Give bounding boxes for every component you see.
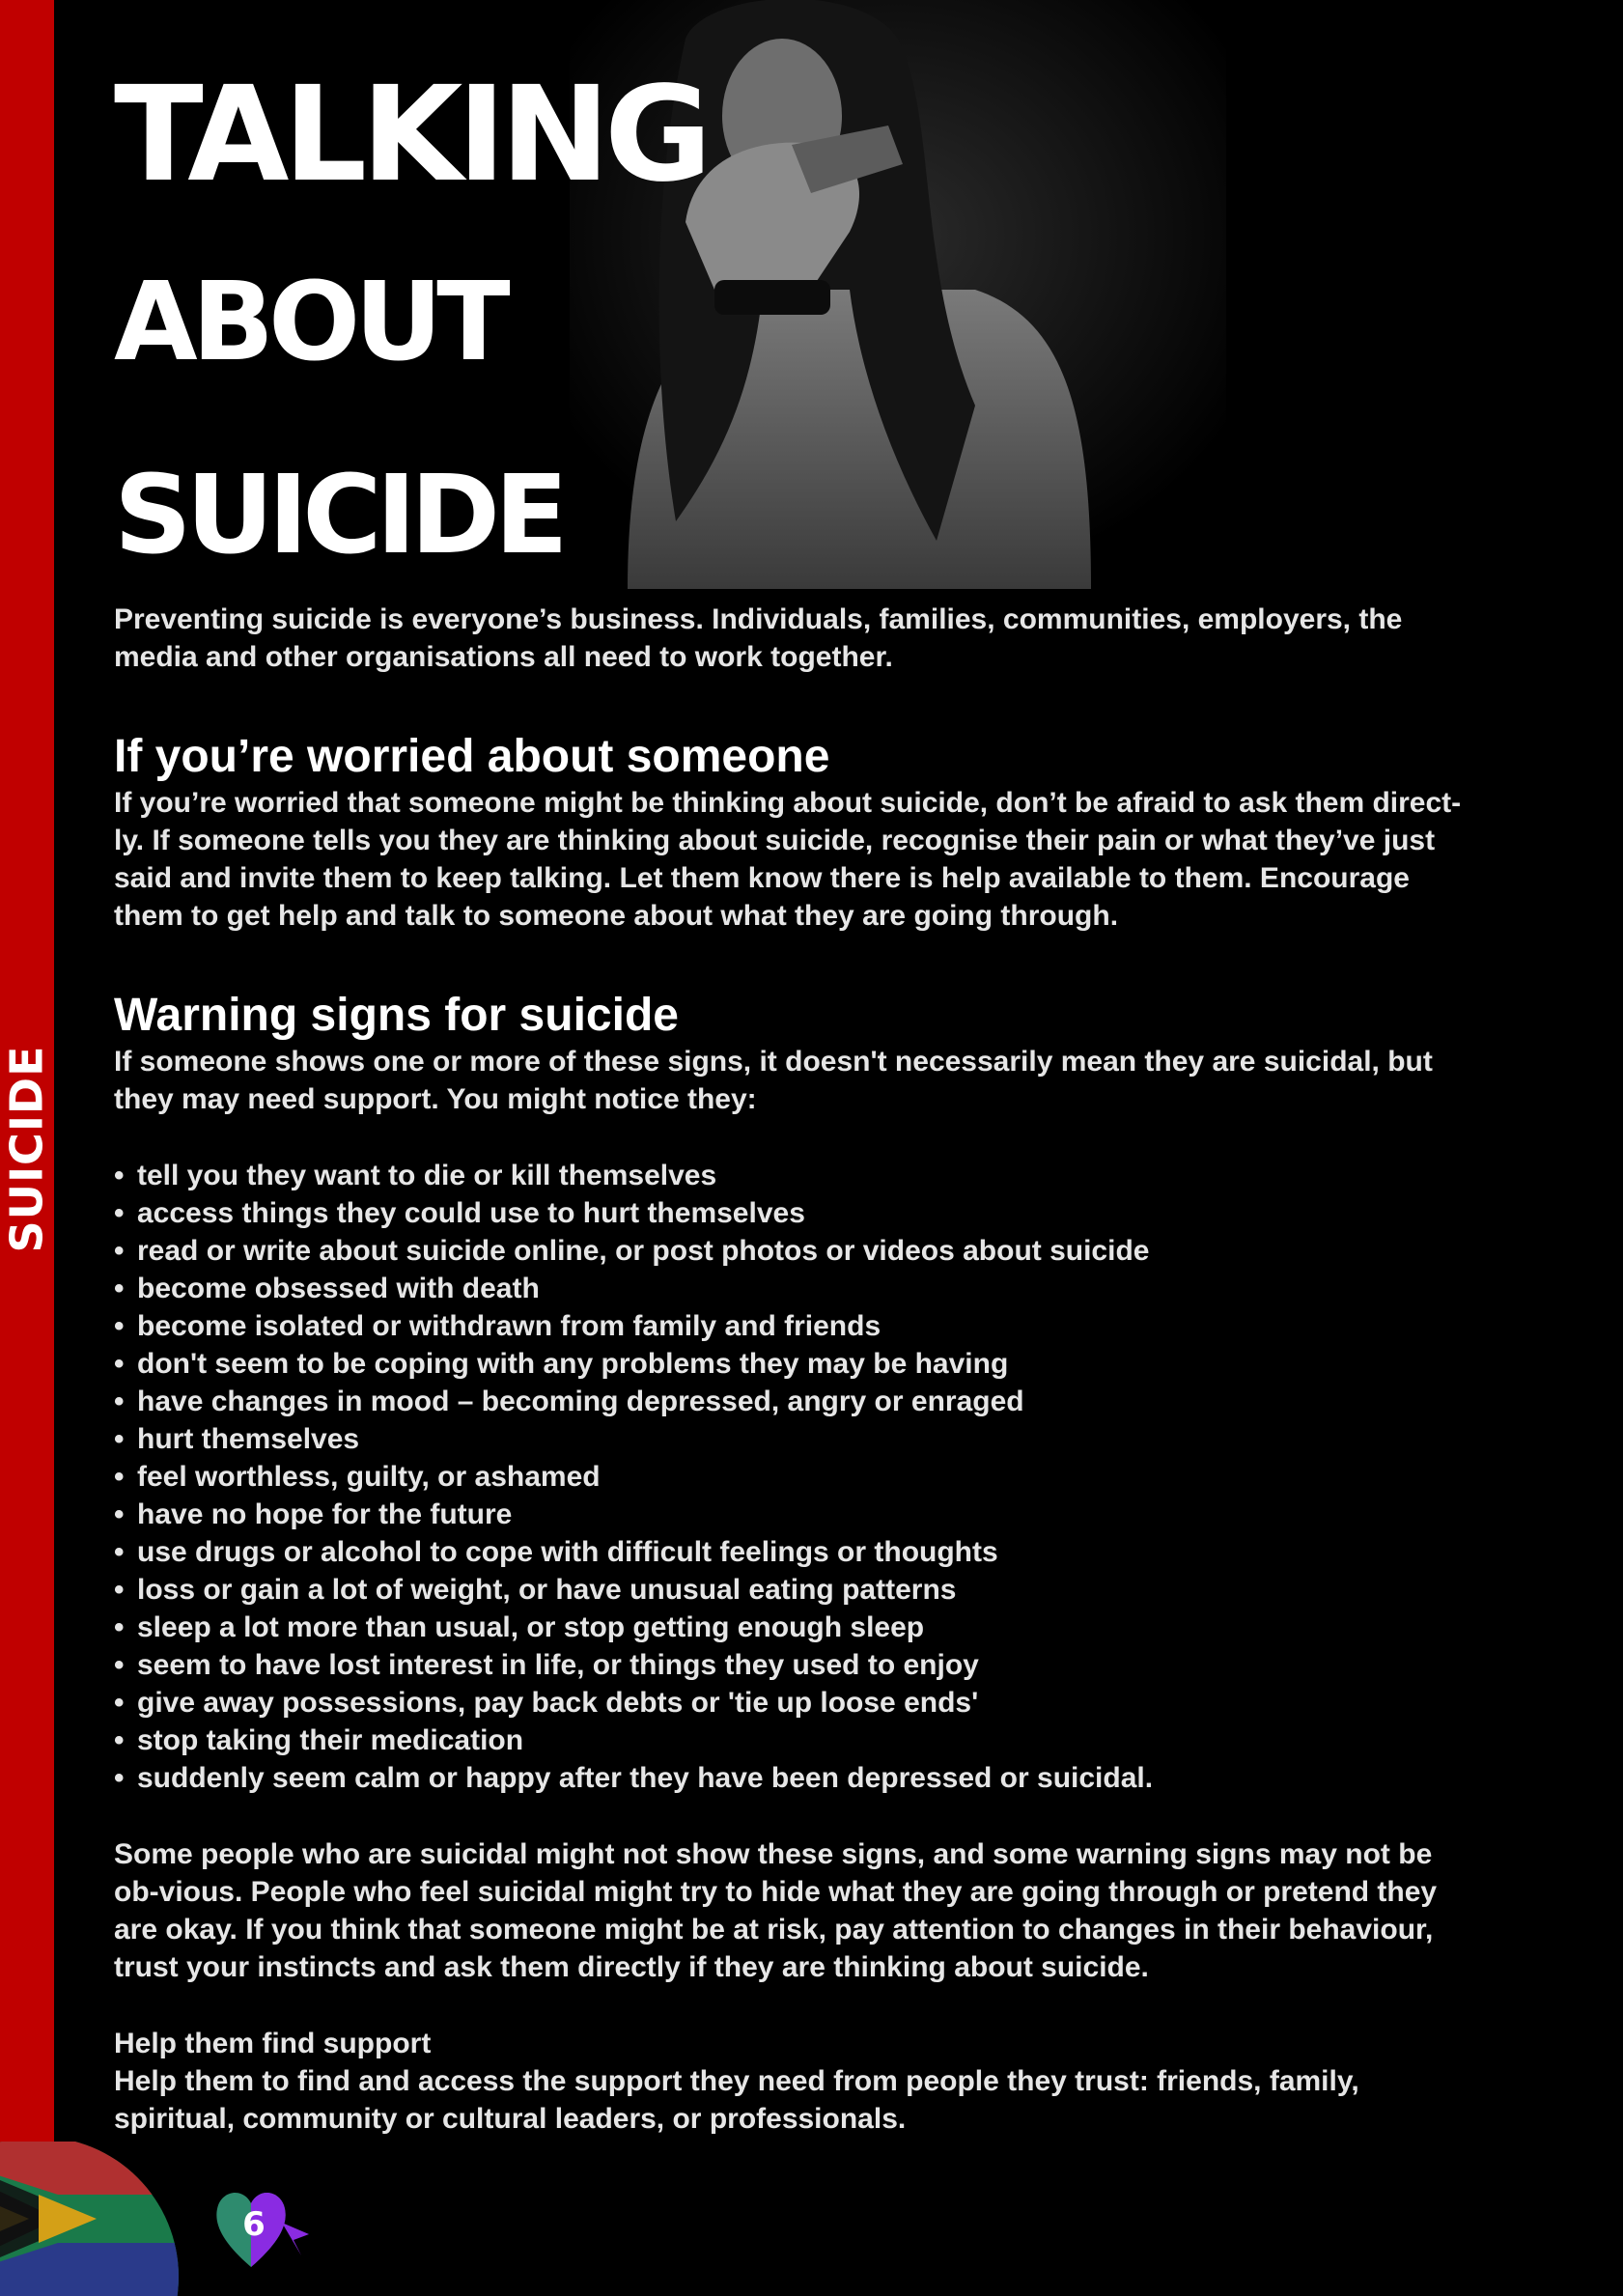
- title-line-2: ABOUT: [114, 260, 505, 385]
- list-item: • have changes in mood – becoming depressed, angry or enraged: [114, 1383, 1485, 1420]
- list-item: • feel worthless, guilty, or ashamed: [114, 1458, 1485, 1496]
- warning-intro: If someone shows one or more of these signs, it doesn't necessarily mean they are suicidal, but they may need support. You might notice they:: [114, 1046, 1433, 1115]
- list-item: • seem to have lost interest in life, or things they used to enjoy: [114, 1646, 1485, 1684]
- title-line-3: SUICIDE: [114, 453, 563, 578]
- list-item: • access things they could use to hurt themselves: [114, 1194, 1485, 1232]
- list-item: • become isolated or withdrawn from family and friends: [114, 1307, 1485, 1345]
- flag-decoration: [0, 2142, 183, 2296]
- list-item: • become obsessed with death: [114, 1270, 1485, 1307]
- list-item: • suddenly seem calm or happy after they have been depressed or suicidal.: [114, 1759, 1485, 1797]
- list-item: • give away possessions, pay back debts or 'tie up loose ends': [114, 1684, 1485, 1722]
- list-item: • sleep a lot more than usual, or stop getting enough sleep: [114, 1609, 1485, 1646]
- intro-paragraph: Preventing suicide is everyone’s business. Individuals, families, communities, employers, the media and other organisations all need to work together.: [114, 603, 1403, 673]
- list-item: • use drugs or alcohol to cope with difficult feelings or thoughts: [114, 1533, 1485, 1571]
- list-item: • read or write about suicide online, or post photos or videos about suicide: [114, 1232, 1485, 1270]
- list-item: • don't seem to be coping with any problems they may be having: [114, 1345, 1485, 1383]
- warning-signs-list: [114, 1157, 1485, 1797]
- main-content: [114, 601, 1485, 2138]
- list-item: • loss or gain a lot of weight, or have unusual eating patterns: [114, 1571, 1485, 1609]
- list-item: • hurt themselves: [114, 1420, 1485, 1458]
- side-section-label-text: SUICIDE: [1, 1045, 54, 1253]
- side-section-label: [0, 1045, 54, 1253]
- support-paragraph: Help them to find and access the support they need from people they trust: friends, family, spiritual, community or cultural leaders, or professionals.: [114, 2065, 1359, 2135]
- list-item: • tell you they want to die or kill themselves: [114, 1157, 1485, 1194]
- page-number: 6: [242, 2205, 266, 2244]
- warning-heading: Warning signs for suicide: [114, 990, 679, 1041]
- list-item: • stop taking their medication: [114, 1722, 1485, 1759]
- title-line-1: TALKING: [114, 59, 707, 211]
- list-item: • have no hope for the future: [114, 1496, 1485, 1533]
- support-heading: Help them find support: [114, 2028, 432, 2059]
- worried-heading: If you’re worried about someone: [114, 731, 830, 782]
- warning-after-paragraph: Some people who are suicidal might not show these signs, and some warning signs may not be ob-vious. People who feel suicidal might try to hide what they are going through or pretend they are okay. If you think that someone might be at risk, pay attention to changes in their behaviour, trust your instincts and ask them directly if they are thinking about suicide.: [114, 1838, 1438, 1983]
- worried-paragraph: If you’re worried that someone might be thinking about suicide, don’t be afraid to ask them direct-ly. If someone tells you they are thinking about suicide, recognise their pain or what they’ve just said and invite them to keep talking. Let them know there is help available to them. Encourage them to get help and talk to someone about what they are going through.: [114, 787, 1462, 932]
